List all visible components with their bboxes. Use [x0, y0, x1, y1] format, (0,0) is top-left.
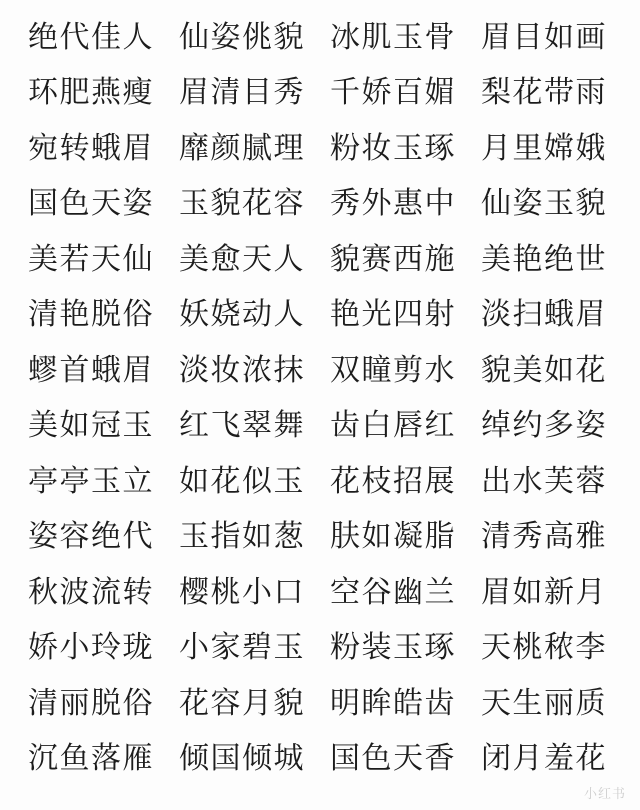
phrase-item: 宛转蛾眉 [28, 130, 154, 166]
phrase-item: 眉清目秀 [179, 75, 305, 111]
phrase-item: 樱桃小口 [179, 574, 305, 610]
phrase-item: 双瞳剪水 [330, 352, 456, 388]
phrase-item: 姿容绝代 [28, 519, 154, 555]
phrase-item: 仙姿佻貌 [179, 19, 305, 55]
phrase-item: 貌赛西施 [330, 241, 456, 277]
phrase-item: 亭亭玉立 [28, 463, 154, 499]
phrase-item: 淡妆浓抹 [179, 352, 305, 388]
phrase-item: 美若天仙 [28, 241, 154, 277]
phrase-item: 清秀高雅 [481, 519, 607, 555]
phrase-item: 冰肌玉骨 [330, 19, 456, 55]
phrase-item: 梨花带雨 [481, 75, 607, 111]
phrase-item: 玉指如葱 [179, 519, 305, 555]
phrase-grid [28, 10, 632, 787]
phrase-item: 花容月貌 [179, 685, 305, 721]
phrase-item: 国色天香 [330, 741, 456, 777]
phrase-item: 妖娆动人 [179, 297, 305, 333]
phrase-item: 粉装玉琢 [330, 630, 456, 666]
phrase-item: 仙姿玉貌 [481, 186, 607, 222]
phrase-item: 天桃秾李 [481, 630, 607, 666]
phrase-item: 国色天姿 [28, 186, 154, 222]
phrase-item: 空谷幽兰 [330, 574, 456, 610]
phrase-item: 玉貌花容 [179, 186, 305, 222]
phrase-item: 沉鱼落雁 [28, 741, 154, 777]
phrase-item: 粉妆玉琢 [330, 130, 456, 166]
phrase-item: 肤如凝脂 [330, 519, 456, 555]
phrase-item: 月里嫦娥 [481, 130, 607, 166]
phrase-item: 美愈天人 [179, 241, 305, 277]
phrase-item: 秋波流转 [28, 574, 154, 610]
phrase-item: 绰约多姿 [481, 408, 607, 444]
phrase-item: 红飞翠舞 [179, 408, 305, 444]
phrase-item: 明眸皓齿 [330, 685, 456, 721]
phrase-item: 天生丽质 [481, 685, 607, 721]
watermark-label: 小红书 [583, 787, 626, 802]
phrase-item: 环肥燕瘦 [28, 75, 154, 111]
phrase-item: 千娇百媚 [330, 75, 456, 111]
phrase-item: 齿白唇红 [330, 408, 456, 444]
phrase-item: 眉如新月 [481, 574, 607, 610]
phrase-item: 花枝招展 [330, 463, 456, 499]
phrase-item: 清丽脱俗 [28, 685, 154, 721]
phrase-item: 美艳绝世 [481, 241, 607, 277]
phrase-item: 小家碧玉 [179, 630, 305, 666]
phrase-item: 淡扫蛾眉 [481, 297, 607, 333]
phrase-item: 倾国倾城 [179, 741, 305, 777]
phrase-item: 如花似玉 [179, 463, 305, 499]
phrase-item: 美如冠玉 [28, 408, 154, 444]
phrase-item: 清艳脱俗 [28, 297, 154, 333]
phrase-item: 貌美如花 [481, 352, 607, 388]
phrase-item: 眉目如画 [481, 19, 607, 55]
phrase-item: 靡颜腻理 [179, 130, 305, 166]
phrase-item: 绝代佳人 [28, 19, 154, 55]
phrase-item: 出水芙蓉 [481, 463, 607, 499]
phrase-item: 娇小玲珑 [28, 630, 154, 666]
phrase-item: 蟉首蛾眉 [28, 352, 154, 388]
phrase-item: 艳光四射 [330, 297, 456, 333]
phrase-item: 闭月羞花 [481, 741, 607, 777]
phrase-item: 秀外惠中 [330, 186, 456, 222]
